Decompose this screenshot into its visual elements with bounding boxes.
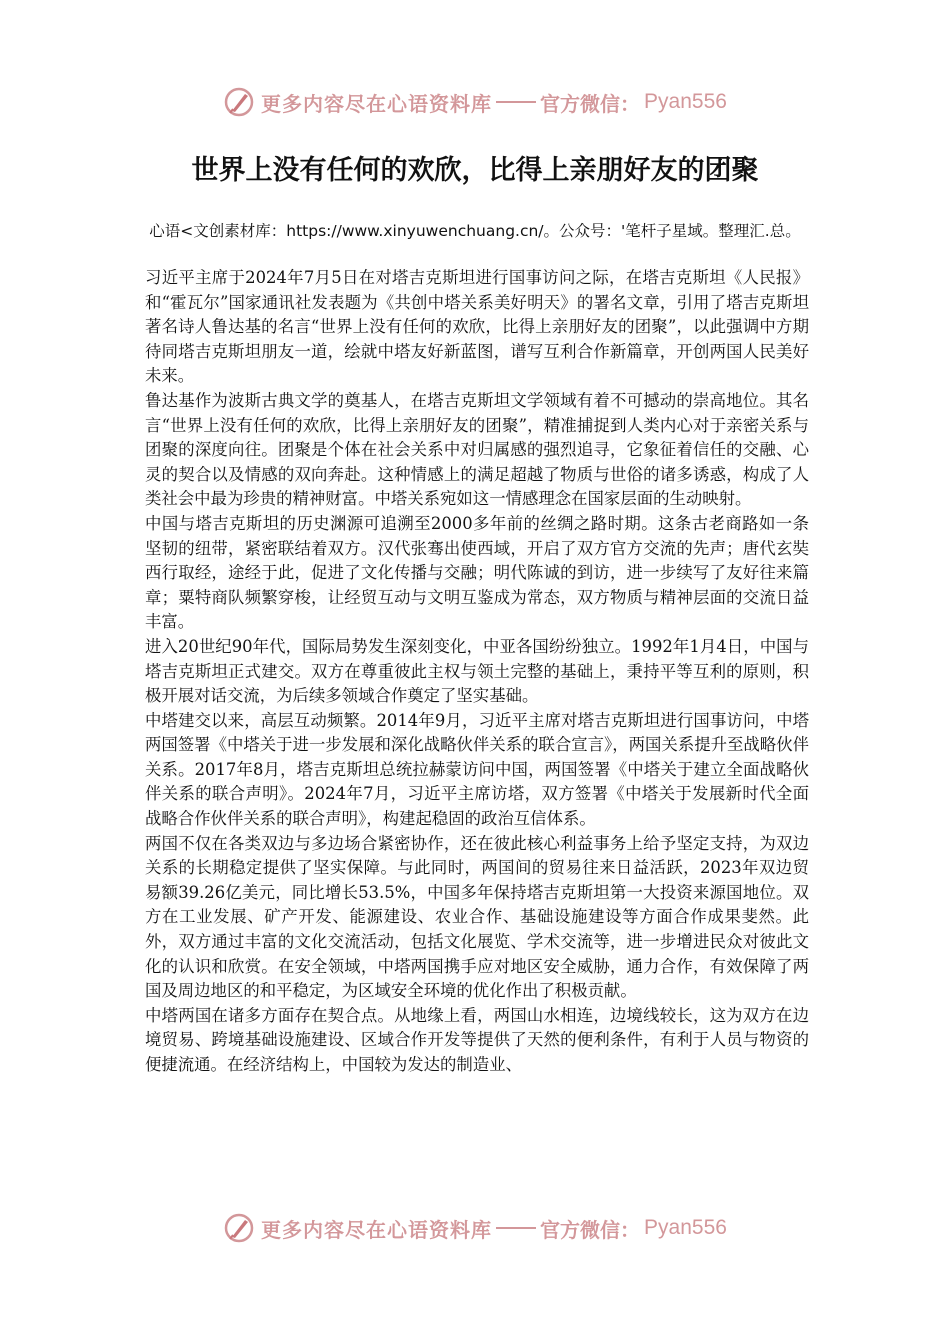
banner-wechat-label: 官方微信： <box>540 1217 641 1242</box>
article-title: 世界上没有任何的欢欣，比得上亲朋好友的团聚 <box>191 155 759 186</box>
paragraph: 习近平主席于2024年7月5日在对塔吉克斯坦进行国事访问之际，在塔吉克斯坦《人民报》和“霍瓦尔”国家通讯社发表题为《共创中塔关系美好明天》的署名文章，引用了塔吉克斯坦著名诗人鲁达基的名言“世界上没有任何的欢欣，比得上亲朋好友的团聚”，以此强调中方期待同塔吉克斯坦朋友一道，绘就中塔友好新蓝图，谱写互利合作新篇章，开创两国人民美好未来。 <box>145 268 809 386</box>
paragraph: 中塔两国在诸多方面存在契合点。从地缘上看，两国山水相连，边境线较长，这为双方在边境贸易、跨境基础设施建设、区域合作开发等提供了天然的便利条件，有利于人员与物资的便捷流通。在经济结构上，中国较为发达的制造业、 <box>145 1005 809 1074</box>
paragraph: 鲁达基作为波斯古典文学的奠基人，在塔吉克斯坦文学领域有着不可撼动的崇高地位。其名言“世界上没有任何的欢欣，比得上亲朋好友的团聚”，精准捕捉到人类内心对于亲密关系与团聚的深度向往。团聚是个体在社会关系中对归属感的强烈追寻，它象征着信任的交融、心灵的契合以及情感的双向奔赴。这种情感上的满足超越了物质与世俗的诸多诱惑，构成了人类社会中最为珍贵的精神财富。中塔关系宛如这一情感理念在国家层面的生动映射。 <box>145 390 809 509</box>
quill-pen-logo-icon <box>223 1212 255 1244</box>
article-body <box>145 266 809 1078</box>
paragraph: 进入20世纪90年代，国际局势发生深刻变化，中亚各国纷纷独立。1992年1月4日，中国与塔吉克斯坦正式建交。双方在尊重彼此主权与领土完整的基础上，秉持平等互利的原则，积极开展对话交流，为后续多领域合作奠定了坚实基础。 <box>145 636 809 706</box>
paragraph: 两国不仅在各类双边与多边场合紧密协作，还在彼此核心利益事务上给予坚定支持，为双边关系的长期稳定提供了坚实保障。与此同时，两国间的贸易往来日益活跃，2023年双边贸易额39.26亿美元，同比增长53.5%，中国多年保持塔吉克斯坦第一大投资来源国地位。双方在工业发展、矿产开发、能源建设、农业合作、基础设施建设等方面合作成果斐然。此外，双方通过丰富的文化交流活动，包括文化展览、学术交流等，进一步增进民众对彼此文化的认识和欣赏。在安全领域，中塔两国携手应对地区安全威胁，通力合作，有效保障了两国及周边地区的和平稳定，为区域安全环境的优化作出了积极贡献。 <box>145 833 809 1001</box>
paragraph: 中国与塔吉克斯坦的历史渊源可追溯至2000多年前的丝绸之路时期。这条古老商路如一条坚韧的纽带，紧密联结着双方。汉代张骞出使西域，开启了双方官方交流的先声；唐代玄奘西行取经，途经于此，促进了文化传播与交融；明代陈诚的到访，进一步续写了友好往来篇章；粟特商队频繁穿梭，让经贸互动与文明互鉴成为常态，双方物质与精神层面的交流日益丰富。 <box>145 513 809 632</box>
source-line: 心语<文创素材库：https://www.xinyuwenchuang.cn/。公众号：'笔杆子星域。整理汇.总。 <box>149 222 801 240</box>
quill-pen-logo-icon <box>223 86 255 118</box>
banner-wechat-id: Pyan556 <box>644 90 727 113</box>
banner-wechat-label: 官方微信： <box>540 91 641 116</box>
banner-dash <box>496 1227 536 1229</box>
banner-dash <box>496 101 536 103</box>
banner-wechat-id: Pyan556 <box>644 1216 727 1239</box>
header-banner <box>0 80 950 124</box>
footer-banner <box>0 1206 950 1250</box>
banner-text: 更多内容尽在心语资料库 <box>261 91 493 116</box>
paragraph: 中塔建交以来，高层互动频繁。2014年9月，习近平主席对塔吉克斯坦进行国事访问，中塔两国签署《中塔关于进一步发展和深化战略伙伴关系的联合宣言》，两国关系提升至战略伙伴关系。2017年8月，塔吉克斯坦总统拉赫蒙访问中国，两国签署《中塔关于建立全面战略伙伴关系的联合声明》。2024年7月，习近平主席访塔，双方签署《中塔关于发展新时代全面战略合作伙伴关系的联合声明》，构建起稳固的政治互信体系。 <box>145 710 809 829</box>
banner-text: 更多内容尽在心语资料库 <box>261 1217 493 1242</box>
